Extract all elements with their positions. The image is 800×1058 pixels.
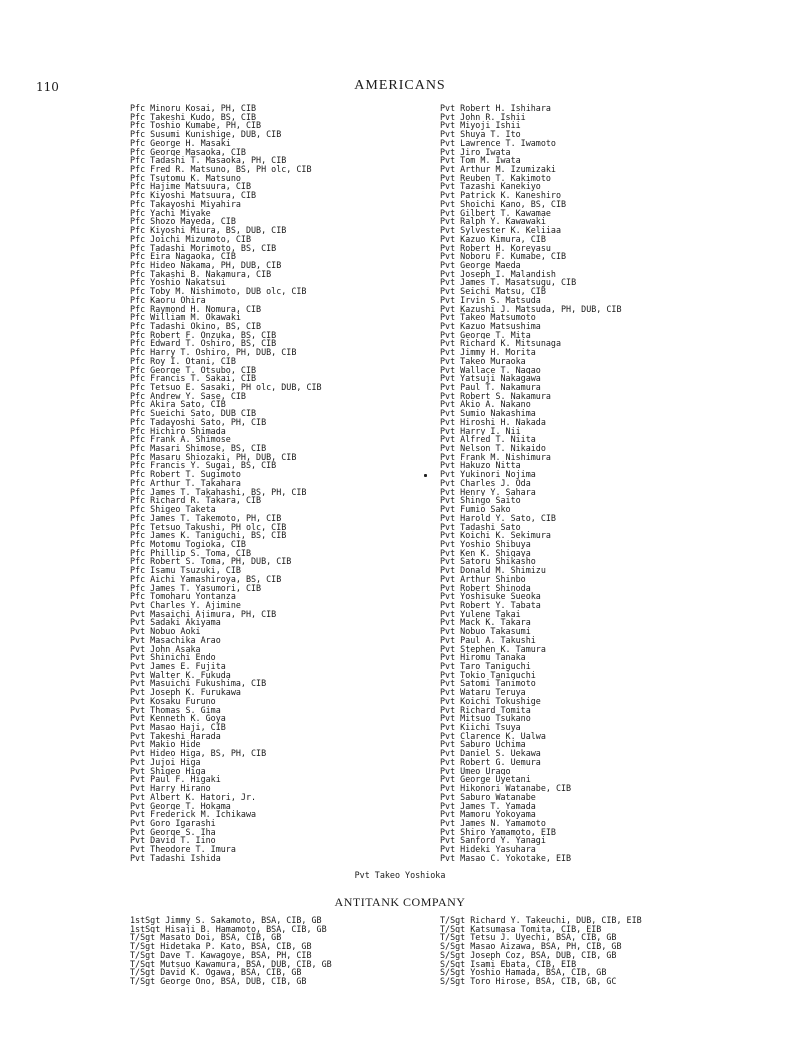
roster-entry: Pvt George T. Mita [440,330,531,340]
roster-entry: Pvt Wallace T. Nagao [440,365,541,375]
roster-entry: Pfc Kiyoshi Matsuura, CIB [130,191,257,200]
roster-entry: Pfc Motomu Togioka, CIB [130,539,246,549]
roster-entry: Pvt Kazuo Kimura, CIB [440,234,546,244]
roster-entry: Pvt Goro Igarashi [130,818,216,828]
roster-entry: Pvt Masuichi Fukushima, CIB [130,679,267,689]
roster-entry: Pvt George T. Hokama [130,801,231,811]
roster-entry: Pvt Jiro Iwata [440,147,511,157]
roster-entry: Pfc Akira Sato, CIB [130,400,226,410]
roster-entry: Pvt Kenneth K. Goya [130,714,226,724]
roster-entry: Pvt Mitsuo Tsukano [440,714,531,724]
roster-entry: Pvt Hikonori Watanabe, CIB [440,784,572,793]
roster-entry: Pfc Susumi Kunishige, DUB, CIB [130,130,282,139]
roster-entry: Pfc Phillip S. Toma, CIB [130,548,252,558]
roster-entry: Pvt Yoshisuke Sueoka [440,592,541,601]
roster-entry: Pfc Tetsuo E. Sasaki, PH olc, DUB, CIB [130,383,322,392]
roster-entry: Pvt Kazuo Matsushima [440,321,541,331]
antitank-entry: T/Sgt Dave T. Kawagoye, BSA, PH, CIB [130,950,312,960]
roster-entry: Pfc Takashi B. Nakamura, CIB [130,269,272,279]
roster-column-left [130,104,322,863]
roster-entry: Pvt Alfred T. Niita [440,435,536,445]
roster-entry: Pvt Nobuo Aoki [130,627,201,636]
roster-entry: Pvt Takeo Muraoka [440,356,526,366]
roster-entry: Pvt Umeo Urago [440,766,511,776]
antitank-entry: S/Sgt Yoshio Hamada, BSA, CIB, GB [440,968,607,978]
roster-entry: Pvt Hideo Higa, BS, PH, CIB [130,749,267,758]
roster-entry: Pvt Robert H. Koreyasu [440,243,551,253]
roster-entry: Pvt Shinichi Endo [130,653,216,662]
roster-entry: Pfc Tomoharu Yontanza [130,592,236,601]
roster-entry: Pfc Tadashi Okino, BS, CIB [130,321,262,331]
roster-entry: Pfc Joichi Mizumoto, CIB [130,234,252,244]
roster-entry: Pvt Sadaki Akiyama [130,618,221,628]
roster-entry: Pvt Frederick M. Ichikawa [130,810,257,819]
roster-entry: Pvt James N. Yamamoto [440,818,546,828]
roster-entry: Pvt Patrick K. Kaneshiro [440,191,562,200]
roster-entry: Pvt Jujoi Higa [130,757,201,767]
roster-entry: Pfc Robert S. Toma, PH, DUB, CIB [130,557,292,567]
roster-entry: Pvt Paul F. Higaki [130,775,221,785]
roster-entry: Pvt George Maeda [440,260,521,270]
roster-entry: Pvt Shiro Yamamoto, EIB [440,827,556,837]
roster-entry: Pvt Donald M. Shimizu [440,566,546,575]
antitank-entry: T/Sgt David K. Ogawa, BSA, CIB, GB [130,968,302,978]
roster-entry: Pvt Paul A. Takushi [440,635,536,645]
roster-entry: Pfc Tadashi T. Masaoka, PH, CIB [130,156,287,166]
roster-entry: Pvt Yulene Takai [440,609,521,619]
antitank-entry: T/Sgt George Ono, BSA, DUB, CIB, GB [130,977,307,986]
roster-entry: Pfc George H. Masaki [130,138,231,148]
roster-entry: Pvt Theodore T. Imura [130,845,236,854]
roster-entry: Pvt Walter K. Fukuda [130,670,231,680]
roster-entry: Pfc Toshio Kumabe, PH, CIB [130,121,262,131]
roster-column-right [440,104,622,863]
roster-entry: Pvt Takeo Matsumoto [440,313,536,322]
roster-entry: Pfc Tsutomu K. Matsuno [130,173,241,183]
roster-entry: Pvt Kazushi J. Matsuda, PH, DUB, CIB [440,304,622,314]
roster-entry: Pfc George Masaoka, CIB [130,147,246,157]
page-number: 110 [36,80,59,94]
roster-entry: Pfc Masari Shimose, BS, CIB [130,444,267,453]
roster-entry: Pvt Harry Hirano [130,784,211,793]
roster-entry: Pvt Masao Haji, CIB [130,723,226,732]
section-title-antitank: ANTITANK COMPANY [334,895,466,909]
roster-entry: Pfc Tadayoshi Sato, PH, CIB [130,417,267,427]
roster-entry: Pvt Nobuo Takasumi [440,627,531,636]
roster-entry: Pvt David T. Iino [130,836,216,846]
roster-entry: Pvt Makio Hide [130,740,201,750]
roster-entry: Pvt Charles Y. Ajimine [130,600,241,610]
roster-entry: Pvt James T. Yamada [440,801,536,811]
roster-entry: Pfc James T. Takemoto, PH, CIB [130,513,282,523]
roster-entry: Pfc Andrew Y. Sase, CIB [130,391,246,401]
roster-entry: Pvt Robert Shinoda [440,583,531,593]
roster-entry: Pvt Henry Y. Sahara [440,487,536,497]
antitank-entry: T/Sgt Tetsu J. Uyechi, BSA, CIB, GB [440,933,617,943]
roster-entry: Pfc Roy I. Otani, CIB [130,356,236,366]
roster-entry: Pfc Minoru Kosai, PH, CIB [130,104,257,113]
roster-entry: Pvt Yoshio Shibuya [440,539,531,549]
roster-entry: Pfc Yachi Miyake [130,208,211,218]
roster-entry: Pfc Arthur T. Takahara [130,478,241,488]
roster-entry: Pvt Masao C. Yokotake, EIB [440,853,572,863]
roster-entry: Pvt Jimmy H. Morita [440,348,536,357]
roster-entry: Pfc Eira Nagaoka, CIB [130,252,236,261]
antitank-column-left [130,916,332,986]
roster-entry: Pfc Takeshi Kudo, BS, CIB [130,112,257,122]
roster-entry: Pvt Joseph K. Furukawa [130,688,241,697]
antitank-entry: T/Sgt Mutsuo Kawamura, BSA, DUB, CIB, GB [130,959,332,969]
roster-entry: Pfc Raymond H. Nomura, CIB [130,304,262,314]
roster-entry: Pfc James T. Takahashi, BS, PH, CIB [130,487,307,497]
roster-entry: Pfc Shozo Mayeda, CIB [130,217,236,227]
roster-entry: Pfc Tadashi Morimoto, BS, CIB [130,243,277,253]
roster-entry: Pfc Harry T. Oshiro, PH, DUB, CIB [130,348,297,357]
roster-entry: Pvt Thomas S. Gima [130,705,221,715]
roster-entry: Pvt Ralph Y. Kawawaki [440,217,546,227]
stray-mark [424,474,427,477]
roster-entry: Pvt Masachika Arao [130,635,221,645]
roster-entry: Pvt Robert H. Ishihara [440,104,551,113]
roster-entry: Pvt Robert S. Nakamura [440,391,551,401]
antitank-entry: S/Sgt Isami Ebata, CIB, EIB [440,959,577,969]
antitank-entry: T/Sgt Katsumasa Tomita, CIB, EIB [440,924,602,934]
roster-entry: Pfc Toby M. Nishimoto, DUB olc, CIB [130,287,307,296]
roster-entry: Pfc Francis Y. Sugai, BS, CIB [130,461,277,471]
roster-entry: Pvt Arthur M. Izumizaki [440,165,556,174]
roster-entry: Pfc Kiyoshi Miura, BS, DUB, CIB [130,226,287,235]
roster-entry: Pvt Akio A. Nakano [440,400,531,410]
roster-entry: Pvt Arthur Shinbo [440,574,526,584]
roster-entry: Pvt Daniel S. Uekawa [440,749,541,758]
antitank-entry: 1stSgt Jimmy S. Sakamoto, BSA, CIB, GB [130,916,322,925]
antitank-entry: S/Sgt Masao Aizawa, BSA, PH, CIB, GB [440,942,622,951]
roster-entry: Pfc William M. Okawaki [130,313,241,322]
antitank-entry: T/Sgt Hidetaka P. Kato, BSA, CIB, GB [130,942,312,951]
roster-entry: Pfc Tetsuo Takushi, PH olc, CIB [130,522,287,532]
roster-entry: Pvt Stephen K. Tamura [440,644,546,654]
roster-entry: Pvt Richard Tomita [440,705,531,715]
roster-entry: Pvt Tokio Taniguchi [440,670,536,680]
roster-entry: Pvt Charles J. Oda [440,478,531,488]
page-title: AMERICANS [354,78,446,93]
roster-entry: Pvt Mamoru Yokoyama [440,810,536,819]
roster-entry: Pfc James T. Yasumori, CIB [130,583,262,593]
roster-entry: Pfc James K. Taniguchi, BS, CIB [130,531,287,540]
roster-entry: Pfc Francis T. Sakai, CIB [130,374,257,383]
roster-entry: Pvt Reuben T. Kakimoto [440,173,551,183]
roster-entry: Pvt Shoichi Kano, BS, CIB [440,199,567,209]
roster-entry: Pfc Hichiro Shimada [130,426,226,436]
roster-entry: Pvt Yukinori Nojima [440,470,536,479]
roster-entry: Pfc Kaoru Ohira [130,295,206,305]
roster-entry: Pvt Seichi Matsu, CIB [440,287,546,296]
roster-entry: Pvt Saburo Watanabe [440,792,536,802]
roster-entry: Pvt Tazashi Kanekiyo [440,182,541,192]
roster-entry: Pvt Tom M. Iwata [440,156,521,166]
roster-entry: Pfc Isamu Tsuzuki, CIB [130,566,241,575]
roster-entry: Pvt Wataru Teruya [440,688,526,697]
roster-entry: Pvt Richard K. Mitsunaga [440,339,562,349]
roster-entry: Pvt Paul T. Nakamura [440,383,541,392]
roster-entry: Pvt George S. Iha [130,827,216,837]
roster-entry: Pfc Richard R. Takara, CIB [130,496,262,506]
roster-entry: Pvt James T. Masatsugu, CIB [440,278,577,288]
roster-entry: Pvt Satomi Tanimoto [440,679,536,689]
roster-entry: Pvt Masaichi Ajimura, PH, CIB [130,609,277,619]
roster-entry: Pfc Takayoshi Miyahira [130,199,241,209]
roster-entry: Pvt Noboru F. Kumabe, CIB [440,252,567,261]
roster-entry: Pvt Lawrence T. Iwamoto [440,138,556,148]
antitank-entry: T/Sgt Richard Y. Takeuchi, DUB, CIB, EIB [440,916,642,925]
roster-entry: Pfc Hajime Matsuura, CIB [130,182,252,192]
roster-entry: Pvt Gilbert T. Kawamae [440,208,551,218]
roster-entry: Pvt Kosaku Furuno [130,696,216,706]
roster-entry: Pfc Fred R. Matsuno, BS, PH olc, CIB [130,165,312,174]
roster-entry: Pvt Clarence K. Ualwa [440,731,546,741]
roster-entry: Pvt Shigeo Higa [130,766,206,776]
roster-entry: Pvt Harold Y. Sato, CIB [440,513,556,523]
roster-entry: Pfc Robert T. Sugimoto [130,470,241,479]
roster-entry: Pvt Irvin S. Matsuda [440,295,541,305]
roster-entry: Pvt Saburo Uchima [440,740,526,750]
roster-entry: Pvt Albert K. Hatori, Jr. [130,792,257,802]
roster-entry: Pfc Hideo Nakama, PH, DUB, CIB [130,260,282,270]
roster-entry: Pfc Edward T. Oshiro, BS, CIB [130,339,277,349]
roster-entry: Pvt Fumio Sako [440,505,511,514]
roster-entry: Pvt James E. Fujita [130,662,226,671]
roster-entry: Pfc Aichi Yamashiroya, BS, CIB [130,574,282,584]
roster-entry: Pvt Miyoji Ishii [440,121,521,131]
roster-entry: Pvt Frank M. Nishimura [440,452,551,462]
roster-entry: Pfc Yoshio Nakatsui [130,278,226,288]
antitank-entry: S/Sgt Joseph Coz, BSA, DUB, CIB, GB [440,950,617,960]
roster-entry: Pvt John R. Ishii [440,112,526,122]
roster-entry: Pvt Nelson T. Nikaido [440,444,546,453]
antitank-entry: T/Sgt Masato Doi, BSA, CIB, GB [130,933,282,943]
roster-entry: Pfc Sueichi Sato, DUB CIB [130,409,257,418]
roster-entry: Pvt Kiichi Tsuya [440,723,521,732]
roster-entry: Pvt Koichi K. Sekimura [440,531,551,540]
roster-entry: Pvt Koichi Tokushige [440,696,541,706]
roster-entry: Pfc Masaru Shiozaki, PH, DUB, CIB [130,452,297,462]
roster-entry: Pfc George T. Otsubo, CIB [130,365,257,375]
roster-entry: Pvt Yatsuji Nakagawa [440,374,541,383]
roster-entry: Pvt Takeshi Harada [130,731,221,741]
roster-entry: Pvt Taro Taniguchi [440,662,531,671]
antitank-column-right [440,916,642,986]
roster-entry: Pvt Robert G. Uemura [440,757,541,767]
roster-entry: Pvt Ken K. Shigaya [440,548,531,558]
roster-entry: Pvt Robert Y. Tabata [440,600,541,610]
roster-entry: Pvt Hiroshi H. Nakada [440,417,546,427]
roster-entry: Pfc Robert F. Onzuka, BS, CIB [130,330,277,340]
roster-entry: Pvt George Uyetani [440,775,531,785]
roster-entry: Pvt Harry I. Nii [440,426,521,436]
roster-entry: Pvt Hakuzo Nitta [440,461,521,471]
antitank-entry: S/Sgt Toro Hirose, BSA, CIB, GB, GC [440,977,617,986]
antitank-entry: 1stSgt Hisaji B. Hamamoto, BSA, CIB, GB [130,924,327,934]
roster-entry: Pvt Sumio Nakashima [440,409,536,418]
roster-entry: Pfc Frank A. Shimose [130,435,231,445]
roster-entry: Pvt Hiromu Tanaka [440,653,526,662]
roster-entry: Pvt Sylvester K. Keliiaa [440,226,562,235]
roster-entry: Pvt Satoru Shikasho [440,557,536,567]
roster-entry: Pvt John Asaka [130,644,201,654]
roster-entry: Pvt Shuya T. Ito [440,130,521,139]
roster-centered-entry: Pvt Takeo Yoshioka [354,870,446,880]
roster-entry: Pvt Shingo Saito [440,496,521,506]
roster-entry: Pvt Sanford Y. Yanagi [440,836,546,846]
roster-entry: Pvt Joseph I. Malandish [440,269,556,279]
roster-entry: Pvt Mack K. Takara [440,618,531,628]
roster-entry: Pvt Tadashi Sato [440,522,521,532]
roster-entry: Pvt Tadashi Ishida [130,853,221,863]
roster-entry: Pfc Shigeo Taketa [130,505,216,514]
roster-entry: Pvt Hideki Yasuhara [440,845,536,854]
